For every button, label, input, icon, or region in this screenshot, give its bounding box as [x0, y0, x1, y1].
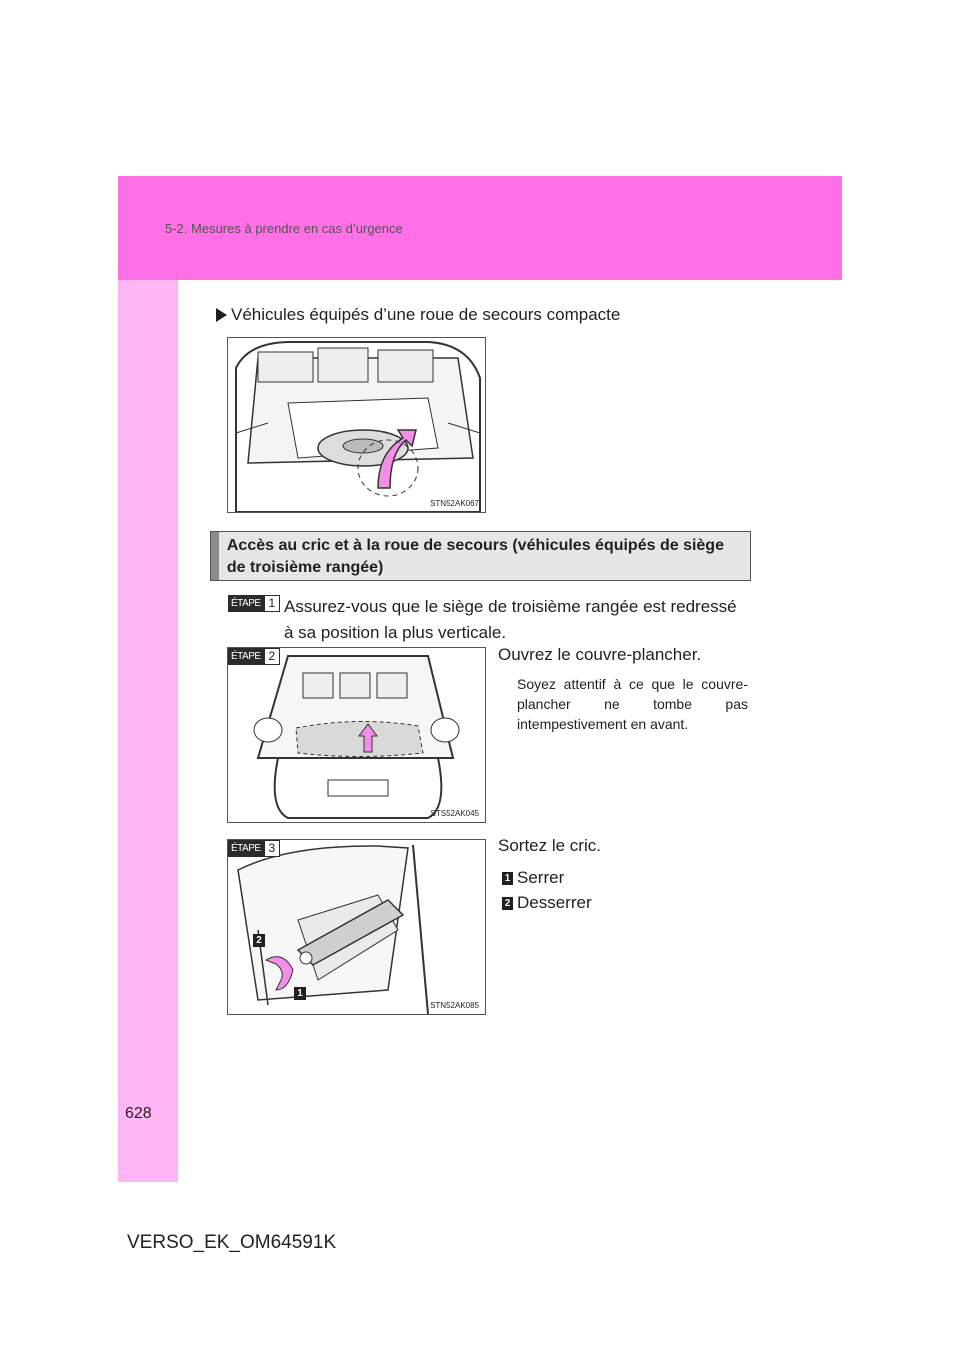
heading-accent-bar: [211, 532, 219, 580]
figure-callout-2: 2: [253, 934, 265, 947]
document-code: VERSO_EK_OM64591K: [127, 1232, 337, 1253]
jack-illustration: [228, 840, 485, 1014]
figure-open-floor-cover: [227, 647, 486, 823]
legend-item-loosen: [502, 893, 592, 913]
page-number: 628: [125, 1105, 152, 1122]
subtitle-text: Véhicules équipés d’une roue de secours compacte: [231, 305, 621, 324]
side-band: [118, 280, 178, 1182]
step-number: 1: [264, 595, 281, 612]
figure-code: STS52AK045: [430, 809, 479, 818]
legend-text: Desserrer: [517, 893, 592, 912]
legend-item-tighten: [502, 868, 564, 888]
step-label: ÉTAPE: [228, 595, 264, 612]
step-2-text: Ouvrez le couvre-plancher.: [498, 645, 702, 664]
step-label: ÉTAPE: [228, 648, 264, 665]
figure-trunk-spare-wheel: [227, 337, 486, 513]
step-3-text: Sortez le cric.: [498, 836, 601, 855]
section-title: 5-2. Mesures à prendre en cas d’urgence: [165, 221, 403, 236]
triangle-bullet-icon: [216, 308, 227, 322]
section-heading-box: [210, 531, 751, 581]
step-2-note: Soyez attentif à ce que le couvre-plancher ne tombe pas intempestivement en avant.: [517, 676, 748, 732]
step-2-badge: [228, 648, 280, 665]
step-number: 2: [264, 648, 281, 665]
subtitle: [216, 305, 620, 325]
floor-cover-illustration: [228, 648, 485, 822]
figure-code: STN52AK067: [430, 499, 479, 508]
step-number: 3: [264, 840, 281, 857]
figure-callout-1: 1: [294, 987, 306, 1000]
trunk-illustration: [228, 338, 485, 512]
step-3-badge: [228, 840, 280, 857]
legend-text: Serrer: [517, 868, 565, 887]
step-1-badge: [228, 595, 280, 612]
figure-code: STN52AK085: [430, 1001, 479, 1010]
legend-number: 2: [502, 897, 513, 910]
legend-number: 1: [502, 872, 513, 885]
step-label: ÉTAPE: [228, 840, 264, 857]
step-1-text: Assurez-vous que le siège de troisième rangée est redressé à sa position la plus verticale.: [284, 597, 737, 642]
section-heading: Accès au cric et à la roue de secours (véhicules équipés de siège de troisième rangée): [226, 537, 724, 576]
figure-remove-jack: [227, 839, 486, 1015]
